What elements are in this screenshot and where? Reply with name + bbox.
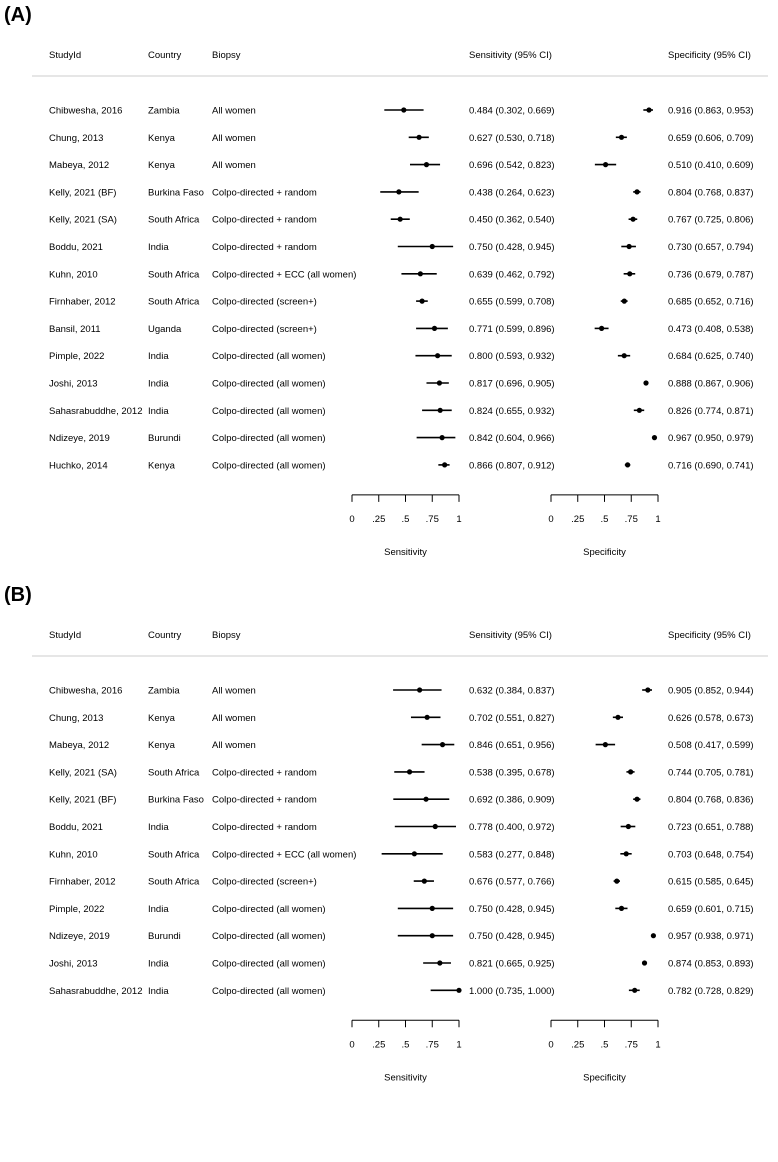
header-specificity-ci: Specificity (95% CI) <box>668 50 751 61</box>
country-label: Kenya <box>148 740 175 752</box>
sensitivity-point <box>423 797 428 802</box>
specificity-tick-label: 1 <box>655 513 661 525</box>
biopsy-label: All women <box>212 160 256 172</box>
specificity-ci-text: 0.473 (0.408, 0.538) <box>668 323 754 335</box>
specificity-point <box>627 271 632 276</box>
specificity-axis-label: Specificity <box>583 546 626 558</box>
sensitivity-point <box>435 353 440 358</box>
sensitivity-point <box>456 988 461 993</box>
country-label: Burundi <box>148 433 181 445</box>
specificity-ci-text: 0.916 (0.863, 0.953) <box>668 105 754 117</box>
study-label: Mabeya, 2012 <box>49 160 110 172</box>
country-label: Burundi <box>148 931 181 943</box>
sensitivity-point <box>422 879 427 884</box>
biopsy-label: All women <box>212 105 256 117</box>
sensitivity-point <box>425 715 430 720</box>
biopsy-label: Colpo-directed (screen+) <box>212 296 317 308</box>
sensitivity-ci-text: 0.696 (0.542, 0.823) <box>469 160 555 172</box>
specificity-point <box>603 162 608 167</box>
specificity-point <box>634 189 639 194</box>
study-label: Boddu, 2021 <box>49 242 103 253</box>
specificity-point <box>599 326 604 331</box>
specificity-point <box>645 687 650 692</box>
specificity-point <box>652 435 657 440</box>
sensitivity-ci-text: 0.438 (0.264, 0.623) <box>469 187 555 199</box>
specificity-point <box>624 851 629 856</box>
sensitivity-ci-text: 0.846 (0.651, 0.956) <box>469 740 555 752</box>
sensitivity-point <box>407 769 412 774</box>
sensitivity-ci-text: 0.750 (0.428, 0.945) <box>469 903 555 915</box>
biopsy-label: Colpo-directed (all women) <box>212 433 326 445</box>
sensitivity-ci-text: 0.692 (0.386, 0.909) <box>469 794 555 806</box>
sensitivity-tick-label: .75 <box>425 513 439 525</box>
sensitivity-point <box>430 933 435 938</box>
biopsy-label: Colpo-directed + random <box>212 242 317 253</box>
sensitivity-point <box>430 906 435 911</box>
country-label: India <box>148 958 169 970</box>
specificity-tick-label: .75 <box>624 1039 638 1051</box>
specificity-ci-text: 0.659 (0.606, 0.709) <box>668 132 754 144</box>
specificity-ci-text: 0.957 (0.938, 0.971) <box>668 931 754 943</box>
forest-panel-a <box>0 0 778 580</box>
specificity-ci-text: 0.967 (0.950, 0.979) <box>668 433 754 445</box>
sensitivity-point <box>442 462 447 467</box>
sensitivity-ci-text: 0.778 (0.400, 0.972) <box>469 822 555 833</box>
sensitivity-point <box>416 135 421 140</box>
sensitivity-ci-text: 0.842 (0.604, 0.966) <box>469 433 555 445</box>
specificity-ci-text: 0.659 (0.601, 0.715) <box>668 903 754 915</box>
specificity-point <box>619 906 624 911</box>
sensitivity-point <box>437 380 442 385</box>
specificity-ci-text: 0.685 (0.652, 0.716) <box>668 296 754 308</box>
sensitivity-point <box>419 299 424 304</box>
country-label: South Africa <box>148 849 200 861</box>
sensitivity-ci-text: 0.639 (0.462, 0.792) <box>469 269 555 281</box>
sensitivity-point <box>440 742 445 747</box>
specificity-point <box>615 715 620 720</box>
study-label: Firnhaber, 2012 <box>49 876 116 888</box>
sensitivity-point <box>432 326 437 331</box>
sensitivity-axis-label: Sensitivity <box>384 1072 427 1084</box>
biopsy-label: All women <box>212 740 256 752</box>
study-label: Sahasrabuddhe, 2012 <box>49 405 143 417</box>
study-label: Chung, 2013 <box>49 132 104 144</box>
sensitivity-point <box>433 824 438 829</box>
sensitivity-point <box>439 435 444 440</box>
study-label: Firnhaber, 2012 <box>49 296 116 308</box>
country-label: Burkina Faso <box>148 187 204 199</box>
forest-plot-a <box>0 0 778 580</box>
specificity-ci-text: 0.626 (0.578, 0.673) <box>668 712 754 724</box>
specificity-point <box>632 988 637 993</box>
specificity-ci-text: 0.782 (0.728, 0.829) <box>668 985 754 997</box>
specificity-ci-text: 0.684 (0.625, 0.740) <box>668 351 754 363</box>
header-biopsy: Biopsy <box>212 50 241 61</box>
sensitivity-point <box>424 162 429 167</box>
panel-label: (B) <box>4 584 32 606</box>
specificity-ci-text: 0.723 (0.651, 0.788) <box>668 822 754 833</box>
sensitivity-point <box>418 271 423 276</box>
country-label: South Africa <box>148 876 200 888</box>
biopsy-label: Colpo-directed (screen+) <box>212 323 317 335</box>
biopsy-label: Colpo-directed + random <box>212 822 317 833</box>
specificity-point <box>619 135 624 140</box>
biopsy-label: Colpo-directed (screen+) <box>212 876 317 888</box>
biopsy-label: Colpo-directed (all women) <box>212 958 326 970</box>
country-label: Zambia <box>148 105 180 117</box>
biopsy-label: Colpo-directed + random <box>212 794 317 806</box>
biopsy-label: Colpo-directed + random <box>212 214 317 226</box>
country-label: India <box>148 822 169 833</box>
specificity-ci-text: 0.703 (0.648, 0.754) <box>668 849 754 861</box>
specificity-ci-text: 0.804 (0.768, 0.837) <box>668 187 754 199</box>
sensitivity-ci-text: 0.676 (0.577, 0.766) <box>469 876 555 888</box>
study-label: Kelly, 2021 (SA) <box>49 214 117 226</box>
sensitivity-tick-label: .25 <box>372 1039 386 1051</box>
study-label: Joshi, 2013 <box>49 378 98 390</box>
sensitivity-point <box>412 851 417 856</box>
study-label: Kelly, 2021 (SA) <box>49 767 117 779</box>
study-label: Kuhn, 2010 <box>49 269 98 281</box>
specificity-tick-label: .5 <box>600 513 609 525</box>
specificity-ci-text: 0.508 (0.417, 0.599) <box>668 740 754 752</box>
sensitivity-ci-text: 0.583 (0.277, 0.848) <box>469 849 555 861</box>
sensitivity-tick-label: .25 <box>372 513 386 525</box>
country-label: India <box>148 351 169 363</box>
country-label: South Africa <box>148 214 200 226</box>
sensitivity-axis-label: Sensitivity <box>384 546 427 558</box>
sensitivity-point <box>401 107 406 112</box>
sensitivity-ci-text: 0.771 (0.599, 0.896) <box>469 323 555 335</box>
biopsy-label: Colpo-directed (all women) <box>212 931 326 943</box>
specificity-ci-text: 0.716 (0.690, 0.741) <box>668 460 754 472</box>
forest-plot-b <box>0 580 778 1157</box>
country-label: South Africa <box>148 296 200 308</box>
study-label: Ndizeye, 2019 <box>49 433 110 445</box>
sensitivity-ci-text: 0.632 (0.384, 0.837) <box>469 685 555 697</box>
header-sensitivity-ci: Sensitivity (95% CI) <box>469 50 552 61</box>
biopsy-label: Colpo-directed (all women) <box>212 351 326 363</box>
study-label: Ndizeye, 2019 <box>49 931 110 943</box>
specificity-tick-label: 0 <box>548 513 554 525</box>
study-label: Sahasrabuddhe, 2012 <box>49 985 143 997</box>
sensitivity-ci-text: 0.450 (0.362, 0.540) <box>469 214 555 226</box>
specificity-ci-text: 0.804 (0.768, 0.836) <box>668 794 754 806</box>
forest-panel-b <box>0 580 778 1157</box>
study-label: Pimple, 2022 <box>49 351 105 363</box>
biopsy-label: Colpo-directed (all women) <box>212 460 326 472</box>
country-label: India <box>148 242 169 253</box>
sensitivity-point <box>437 960 442 965</box>
sensitivity-tick-label: .5 <box>401 513 410 525</box>
specificity-point <box>630 217 635 222</box>
header-country: Country <box>148 630 182 641</box>
study-label: Chung, 2013 <box>49 712 104 724</box>
country-label: Kenya <box>148 132 175 144</box>
study-label: Chibwesha, 2016 <box>49 105 123 117</box>
specificity-ci-text: 0.767 (0.725, 0.806) <box>668 214 754 226</box>
specificity-point <box>622 299 627 304</box>
specificity-point <box>603 742 608 747</box>
study-label: Chibwesha, 2016 <box>49 685 123 697</box>
biopsy-label: Colpo-directed + random <box>212 767 317 779</box>
header-country: Country <box>148 50 182 61</box>
specificity-ci-text: 0.744 (0.705, 0.781) <box>668 767 754 779</box>
specificity-tick-label: .25 <box>571 513 585 525</box>
sensitivity-ci-text: 0.750 (0.428, 0.945) <box>469 931 555 943</box>
sensitivity-ci-text: 0.538 (0.395, 0.678) <box>469 767 555 779</box>
specificity-point <box>646 107 651 112</box>
sensitivity-ci-text: 0.484 (0.302, 0.669) <box>469 105 555 117</box>
specificity-point <box>627 244 632 249</box>
header-studyid: StudyId <box>49 50 82 61</box>
country-label: Kenya <box>148 712 175 724</box>
country-label: Uganda <box>148 323 182 335</box>
study-label: Huchko, 2014 <box>49 460 108 472</box>
specificity-point <box>628 769 633 774</box>
specificity-tick-label: 1 <box>655 1039 661 1051</box>
sensitivity-ci-text: 1.000 (0.735, 1.000) <box>469 985 555 997</box>
sensitivity-ci-text: 0.800 (0.593, 0.932) <box>469 351 555 363</box>
biopsy-label: Colpo-directed + random <box>212 187 317 199</box>
specificity-tick-label: .75 <box>624 513 638 525</box>
specificity-tick-label: .25 <box>571 1039 585 1051</box>
country-label: Burkina Faso <box>148 794 204 806</box>
specificity-point <box>637 408 642 413</box>
specificity-point <box>642 960 647 965</box>
panel-label: (A) <box>4 4 32 26</box>
specificity-point <box>643 380 648 385</box>
specificity-axis-label: Specificity <box>583 1072 626 1084</box>
sensitivity-point <box>417 687 422 692</box>
sensitivity-tick-label: 1 <box>456 513 462 525</box>
specificity-ci-text: 0.874 (0.853, 0.893) <box>668 958 754 970</box>
sensitivity-tick-label: .5 <box>401 1039 410 1051</box>
specificity-ci-text: 0.888 (0.867, 0.906) <box>668 378 754 390</box>
specificity-ci-text: 0.736 (0.679, 0.787) <box>668 269 754 281</box>
specificity-point <box>651 933 656 938</box>
study-label: Kuhn, 2010 <box>49 849 98 861</box>
country-label: South Africa <box>148 767 200 779</box>
specificity-ci-text: 0.510 (0.410, 0.609) <box>668 160 754 172</box>
specificity-point <box>622 353 627 358</box>
sensitivity-ci-text: 0.821 (0.665, 0.925) <box>469 958 555 970</box>
sensitivity-point <box>396 189 401 194</box>
country-label: India <box>148 903 169 915</box>
study-label: Pimple, 2022 <box>49 903 105 915</box>
sensitivity-tick-label: 1 <box>456 1039 462 1051</box>
country-label: India <box>148 378 169 390</box>
country-label: Kenya <box>148 460 175 472</box>
biopsy-label: All women <box>212 712 256 724</box>
biopsy-label: All women <box>212 132 256 144</box>
sensitivity-ci-text: 0.655 (0.599, 0.708) <box>469 296 555 308</box>
biopsy-label: Colpo-directed + ECC (all women) <box>212 849 357 861</box>
specificity-ci-text: 0.615 (0.585, 0.645) <box>668 876 754 888</box>
country-label: South Africa <box>148 269 200 281</box>
sensitivity-point <box>438 408 443 413</box>
header-specificity-ci: Specificity (95% CI) <box>668 630 751 641</box>
study-label: Boddu, 2021 <box>49 822 103 833</box>
specificity-tick-label: 0 <box>548 1039 554 1051</box>
sensitivity-ci-text: 0.824 (0.655, 0.932) <box>469 405 555 417</box>
study-label: Mabeya, 2012 <box>49 740 110 752</box>
biopsy-label: Colpo-directed (all women) <box>212 903 326 915</box>
biopsy-label: All women <box>212 685 256 697</box>
sensitivity-ci-text: 0.750 (0.428, 0.945) <box>469 242 555 253</box>
study-label: Kelly, 2021 (BF) <box>49 187 117 199</box>
biopsy-label: Colpo-directed (all women) <box>212 378 326 390</box>
sensitivity-ci-text: 0.866 (0.807, 0.912) <box>469 460 555 472</box>
specificity-point <box>625 462 630 467</box>
country-label: Kenya <box>148 160 175 172</box>
sensitivity-tick-label: .75 <box>425 1039 439 1051</box>
biopsy-label: Colpo-directed (all women) <box>212 405 326 417</box>
header-biopsy: Biopsy <box>212 630 241 641</box>
specificity-point <box>626 824 631 829</box>
sensitivity-point <box>430 244 435 249</box>
header-sensitivity-ci: Sensitivity (95% CI) <box>469 630 552 641</box>
specificity-ci-text: 0.826 (0.774, 0.871) <box>668 405 754 417</box>
specificity-tick-label: .5 <box>600 1039 609 1051</box>
specificity-point <box>634 797 639 802</box>
study-label: Kelly, 2021 (BF) <box>49 794 117 806</box>
sensitivity-tick-label: 0 <box>349 513 355 525</box>
sensitivity-point <box>398 217 403 222</box>
sensitivity-ci-text: 0.817 (0.696, 0.905) <box>469 378 555 390</box>
study-label: Joshi, 2013 <box>49 958 98 970</box>
country-label: India <box>148 985 169 997</box>
biopsy-label: Colpo-directed (all women) <box>212 985 326 997</box>
header-studyid: StudyId <box>49 630 82 641</box>
specificity-point <box>614 879 619 884</box>
country-label: Zambia <box>148 685 180 697</box>
sensitivity-ci-text: 0.627 (0.530, 0.718) <box>469 132 555 144</box>
specificity-ci-text: 0.905 (0.852, 0.944) <box>668 685 754 697</box>
study-label: Bansil, 2011 <box>49 323 101 335</box>
specificity-ci-text: 0.730 (0.657, 0.794) <box>668 242 754 253</box>
sensitivity-tick-label: 0 <box>349 1039 355 1051</box>
sensitivity-ci-text: 0.702 (0.551, 0.827) <box>469 712 555 724</box>
biopsy-label: Colpo-directed + ECC (all women) <box>212 269 357 281</box>
country-label: India <box>148 405 169 417</box>
